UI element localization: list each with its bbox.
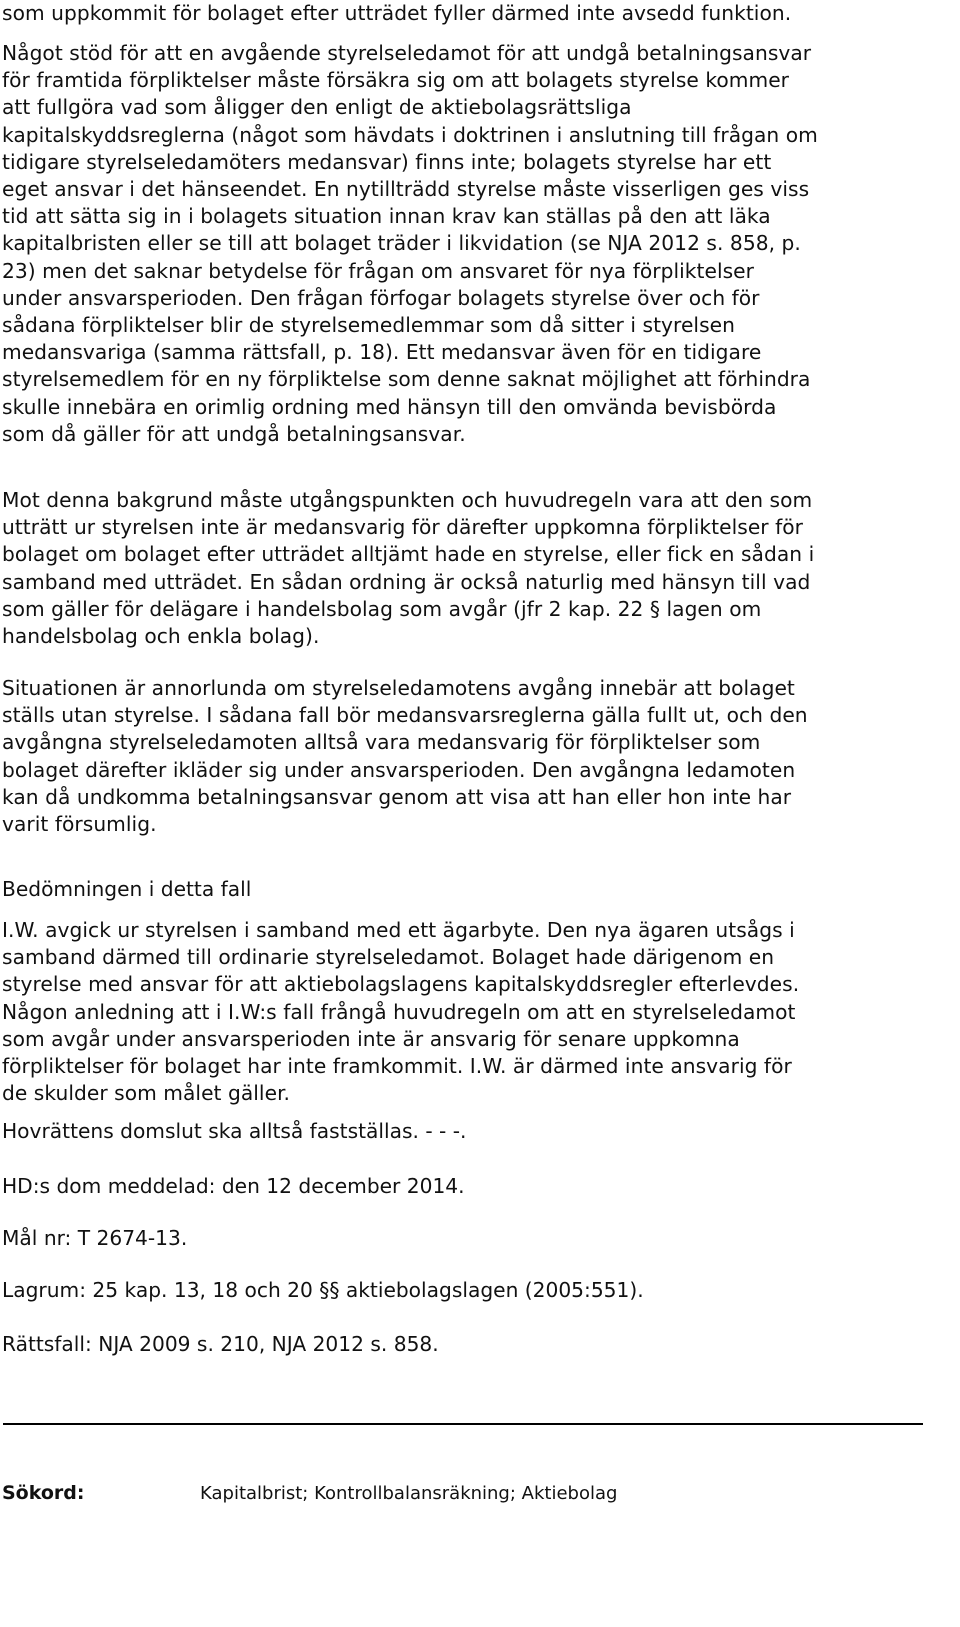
section-heading-assessment: Bedömningen i detta fall [2,877,252,901]
paragraph-main-rule: Mot denna bakgrund måste utgångspunkten och huvudregeln vara att den som utträtt ur styrelsen inte är medansvarig för därefter uppkomna förpliktelser för bolaget om bolaget efter utträdet alltjämt hade en styrelse, eller fick en sådan i samband med utträdet. En sådan ordning är också naturlig med hänsyn till vad som gäller för delägare i handelsbolag som avgår (jfr 2 kap. 22 § lagen om handelsbolag och enkla bolag). [2,488,815,649]
footer-divider [3,1423,923,1425]
case-number: Mål nr: T 2674-13. [2,1226,188,1250]
keywords-value: Kapitalbrist; Kontrollbalansräkning; Aktiebolag [200,1483,618,1504]
cases-referenced: Rättsfall: NJA 2009 s. 210, NJA 2012 s. 858. [2,1332,439,1356]
paragraph-intro-continuation: som uppkommit för bolaget efter utträdet fyller därmed inte avsedd funktion. [2,1,792,25]
statutes-referenced: Lagrum: 25 kap. 13, 18 och 20 §§ aktiebolagslagen (2005:551). [2,1278,644,1302]
paragraph-withdrawing-board-member: Något stöd för att en avgående styrelseledamot för att undgå betalningsansvar för framtida förpliktelser måste försäkra sig om att bolagets styrelse kommer att fullgöra vad som åligger den enligt de aktiebolagsrättsliga kapitalskyddsreglerna (något som hävdats i doktrinen i anslutning till frågan om tidigare styrelseledamöters medansvar) finns inte; bolagets styrelse har ett eget ansvar i det hänseendet. En nytillträdd styrelse måste visserligen ges viss tid att sätta sig in i bolagets situation innan krav kan ställas på den att läka kapitalbristen eller se till att bolaget träder i likvidation (se NJA 2012 s. 858, p. 23) men det saknar betydelse för frågan om ansvaret för nya förpliktelser under ansvarsperioden. Den frågan förfogar bolagets styrelse över och för sådana förpliktelser blir de styrelsemedlemmar som då sitter i styrelsen medansvariga (samma rättsfall, p. 18). Ett medansvar även för en tidigare styrelsemedlem för en ny förpliktelse som denne saknat möjlighet att förhindra skulle innebära en orimlig ordning med hänsyn till den omvända bevisbörda som då gäller för att undgå betalningsansvar. [2,41,818,446]
paragraph-ruling: Hovrättens domslut ska alltså fastställas. - - -. [2,1119,467,1143]
paragraph-assessment: I.W. avgick ur styrelsen i samband med ett ägarbyte. Den nya ägaren utsågs i samband därmed till ordinarie styrelseledamot. Bolaget hade därigenom en styrelse med ansvar för att aktiebolagslagens kapitalskyddsregler efterlevdes. Någon anledning att i I.W:s fall frångå huvudregeln om att en styrelseledamot som avgår under ansvarsperioden inte är ansvarig för senare uppkomna förpliktelser för bolaget har inte framkommit. I.W. är därmed inte ansvarig för de skulder som målet gäller. [2,918,800,1106]
keywords-label: Sökord: [2,1482,85,1504]
paragraph-company-without-board: Situationen är annorlunda om styrelseledamotens avgång innebär att bolaget ställs utan styrelse. I sådana fall bör medansvarsreglerna gälla fullt ut, och den avgångna styrelseledamoten alltså vara medansvarig för förpliktelser som bolaget därefter ikläder sig under ansvarsperioden. Den avgångna ledamoten kan då undkomma betalningsansvar genom att visa att han eller hon inte har varit försumlig. [2,676,808,837]
judgment-date: HD:s dom meddelad: den 12 december 2014. [2,1174,465,1198]
